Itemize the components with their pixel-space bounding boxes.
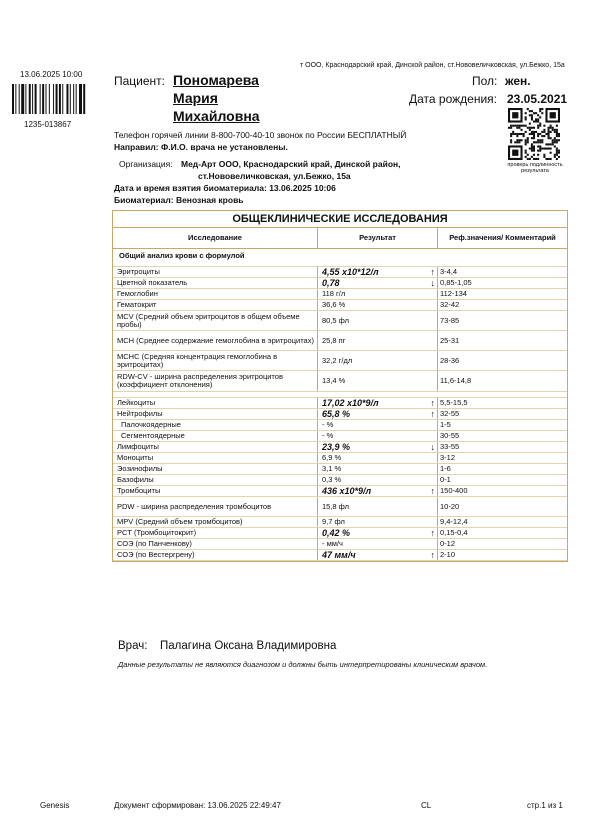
hotline: Телефон горячей линии 8-800-700-40-10 звонок по России БЕСПЛАТНЫЙ [114,130,407,140]
result-value: 23,9 % [322,442,351,452]
doctor-label: Врач: [118,640,148,652]
patient-label: Пациент: [114,74,166,88]
test-reference: 1-5 [440,420,451,429]
arrow-up-icon: ↑ [430,528,435,538]
header-test: Исследование [113,228,318,248]
test-name: MCH (Среднее содержание гемоглобина в эритроцитах) [113,331,318,350]
referral: Направил: Ф.И.О. врача не установлены. [114,142,288,152]
patient-patronymic: Михайловна [173,108,260,124]
test-result [318,409,438,419]
test-result [318,420,438,430]
test-result [318,431,438,441]
test-result [318,539,438,549]
arrow-down-icon: ↓ [430,278,435,288]
table-header [113,228,567,249]
test-result [318,371,438,391]
test-name: СОЭ (по Вестергрену) [113,550,318,560]
test-name: MCHC (Средняя концентрация гемоглобина в эритроцитах) [113,351,318,370]
footer-system: Genesis [40,801,70,810]
result-value: - % [322,420,334,429]
table-row [113,475,567,486]
test-reference: 3-4,4 [440,267,458,276]
table-body [113,267,567,561]
test-reference: 3-12 [440,453,456,462]
test-name: Лимфоциты [113,442,318,452]
result-value: 0,42 % [322,528,351,538]
table-row [113,453,567,464]
test-reference: 9,4-12,4 [440,517,468,526]
table-row [113,331,567,351]
table-row [113,550,567,561]
test-result [318,351,438,370]
table-row [113,289,567,300]
result-value: 4,55 х10*12/л [322,267,379,277]
test-reference: 112-134 [440,289,467,298]
result-value: 47 мм/ч [322,550,356,560]
test-reference: 0-12 [440,539,456,548]
results-table [112,210,568,562]
test-reference: 2-10 [440,550,456,559]
result-value: 9,7 фл [322,517,345,526]
test-name: Нейтрофилы [113,409,318,419]
result-value: 118 г/л [322,289,346,298]
patient-surname: Пономарева [173,72,259,88]
table-row [113,528,567,539]
test-reference: 30-55 [440,431,460,440]
qr-caption: проверь подлинность результата [507,162,563,174]
patient-name [173,71,260,125]
table-row [113,267,567,278]
doctor-name: Палагина Оксана Владимировна [160,640,337,652]
footer-code: CL [421,801,432,810]
test-name: Гемоглобин [113,289,318,299]
test-name: Лейкоциты [113,398,318,408]
test-name: Моноциты [113,453,318,463]
sample-datetime: Дата и время взятия биоматериала: 13.06.2025 10:06 [114,183,336,193]
table-row [113,539,567,550]
test-name: Тромбоциты [113,486,318,496]
arrow-up-icon: ↑ [430,486,435,496]
header-result: Результат [318,228,438,248]
result-value: 65,8 % [322,409,351,419]
organization-label: Организация: [119,159,173,169]
arrow-up-icon: ↑ [430,267,435,277]
footer-generated: Документ сформирован: 13.06.2025 22:49:47 [114,801,281,810]
test-reference: 0,85-1,05 [440,278,472,287]
table-row [113,300,567,311]
result-value: 436 х10*9/л [322,486,372,496]
result-value: 15,8 фл [322,501,350,511]
table-row [113,431,567,442]
test-name: Палочкоядерные [113,420,318,430]
test-result [318,398,438,408]
table-row [113,351,567,371]
test-name: Эозинофилы [113,464,318,474]
arrow-down-icon: ↓ [430,442,435,452]
test-result [318,311,438,330]
table-row [113,278,567,289]
sex-value: жен. [505,74,531,88]
test-name: Сегментоядерные [113,431,318,441]
footer-page: стр.1 из 1 [527,801,563,810]
disclaimer: Данные результаты не являются диагнозом и должны быть интерпретированы клиническим врачом. [118,660,488,669]
test-reference: 25-31 [440,335,460,345]
test-reference: 28-36 [440,355,460,365]
table-row [113,464,567,475]
arrow-up-icon: ↑ [430,409,435,419]
table-row [113,398,567,409]
test-result [318,300,438,310]
test-name: MPV (Средний объем тромбоцитов) [113,517,318,527]
barcode-icon [12,84,86,114]
arrow-up-icon: ↑ [430,398,435,408]
barcode-number: 1235-013867 [24,120,72,129]
test-name: Цветной показатель [113,278,318,288]
arrow-up-icon: ↑ [430,550,435,560]
qr-code-icon [508,108,560,160]
test-name: PCT (Тромбоцитокрит) [113,528,318,538]
organization-line2: ст.Нововеличковская, ул.Бежко, 15а [198,171,351,181]
test-result [318,442,438,452]
test-name: Гематокрит [113,300,318,310]
organization-line1: Мед-Арт ООО, Краснодарский край, Динской район, [181,159,401,169]
result-value: 0,3 % [322,475,342,484]
test-result [318,528,438,538]
table-row [113,442,567,453]
header-ref: Реф.значения/ Комментарий [449,233,556,242]
biomaterial: Биоматериал: Венозная кровь [114,195,244,205]
table-row [113,497,567,517]
patient-firstname: Мария [173,90,218,106]
result-value: - % [322,431,334,440]
barcode-datetime: 13.06.2025 10:00 [20,70,83,79]
test-reference: 73-85 [440,315,460,325]
test-name: СОЭ (по Панченкову) [113,539,318,549]
test-result [318,453,438,463]
result-value: 32,2 г/дл [322,355,353,365]
result-value: 0,78 [322,278,340,288]
result-value: 6,9 % [322,453,342,462]
result-value: 3,1 % [322,464,342,473]
table-row [113,420,567,431]
result-value: - мм/ч [322,539,343,548]
sex-label: Пол: [472,74,498,88]
result-value: 13,4 % [322,376,346,385]
test-name: Эритроциты [113,267,318,277]
test-reference: 0,15-0,4 [440,528,468,537]
test-reference: 32-55 [440,409,460,418]
test-reference: 32-42 [440,300,460,309]
test-result [318,486,438,496]
table-row [113,311,567,331]
table-row [113,409,567,420]
test-result [318,475,438,485]
test-name: Базофилы [113,475,318,485]
result-value: 25,8 пг [322,335,346,345]
table-row [113,371,567,392]
test-result [318,267,438,277]
test-result [318,497,438,516]
test-result [318,550,438,560]
dob-value: 23.05.2021 [507,92,568,106]
dob-label: Дата рождения: [409,92,497,106]
test-name: RDW-CV - ширина распределения эритроцитов (коэффициент отклонения) [113,371,318,391]
lab-address: т ООО, Краснодарский край, Динской район, ст.Нововеличковская, ул.Бежко, 15а [300,62,565,69]
test-result [318,517,438,527]
result-value: 80,5 фл [322,315,350,325]
test-result [318,464,438,474]
result-value: 17,02 х10*9/л [322,398,379,408]
test-result [318,289,438,299]
test-reference: 150-400 [440,486,468,495]
result-value: 36,6 % [322,300,346,309]
test-reference: 1-6 [440,464,451,473]
test-name: MCV (Средний объем эритроцитов в общем объеме пробы) [113,311,318,330]
test-reference: 11,6-14,8 [440,376,472,385]
test-result [318,278,438,288]
test-name: PDW - ширина распределения тромбоцитов [113,497,318,516]
table-row [113,517,567,528]
test-reference: 33-55 [440,442,460,451]
test-reference: 5,5-15,5 [440,398,468,407]
test-reference: 10-20 [440,501,460,511]
section-title: Общий анализ крови с формулой [113,249,567,267]
test-reference: 0-1 [440,475,451,484]
test-result [318,331,438,350]
table-title: ОБЩЕКЛИНИЧЕСКИЕ ИССЛЕДОВАНИЯ [113,211,567,228]
table-row [113,486,567,497]
